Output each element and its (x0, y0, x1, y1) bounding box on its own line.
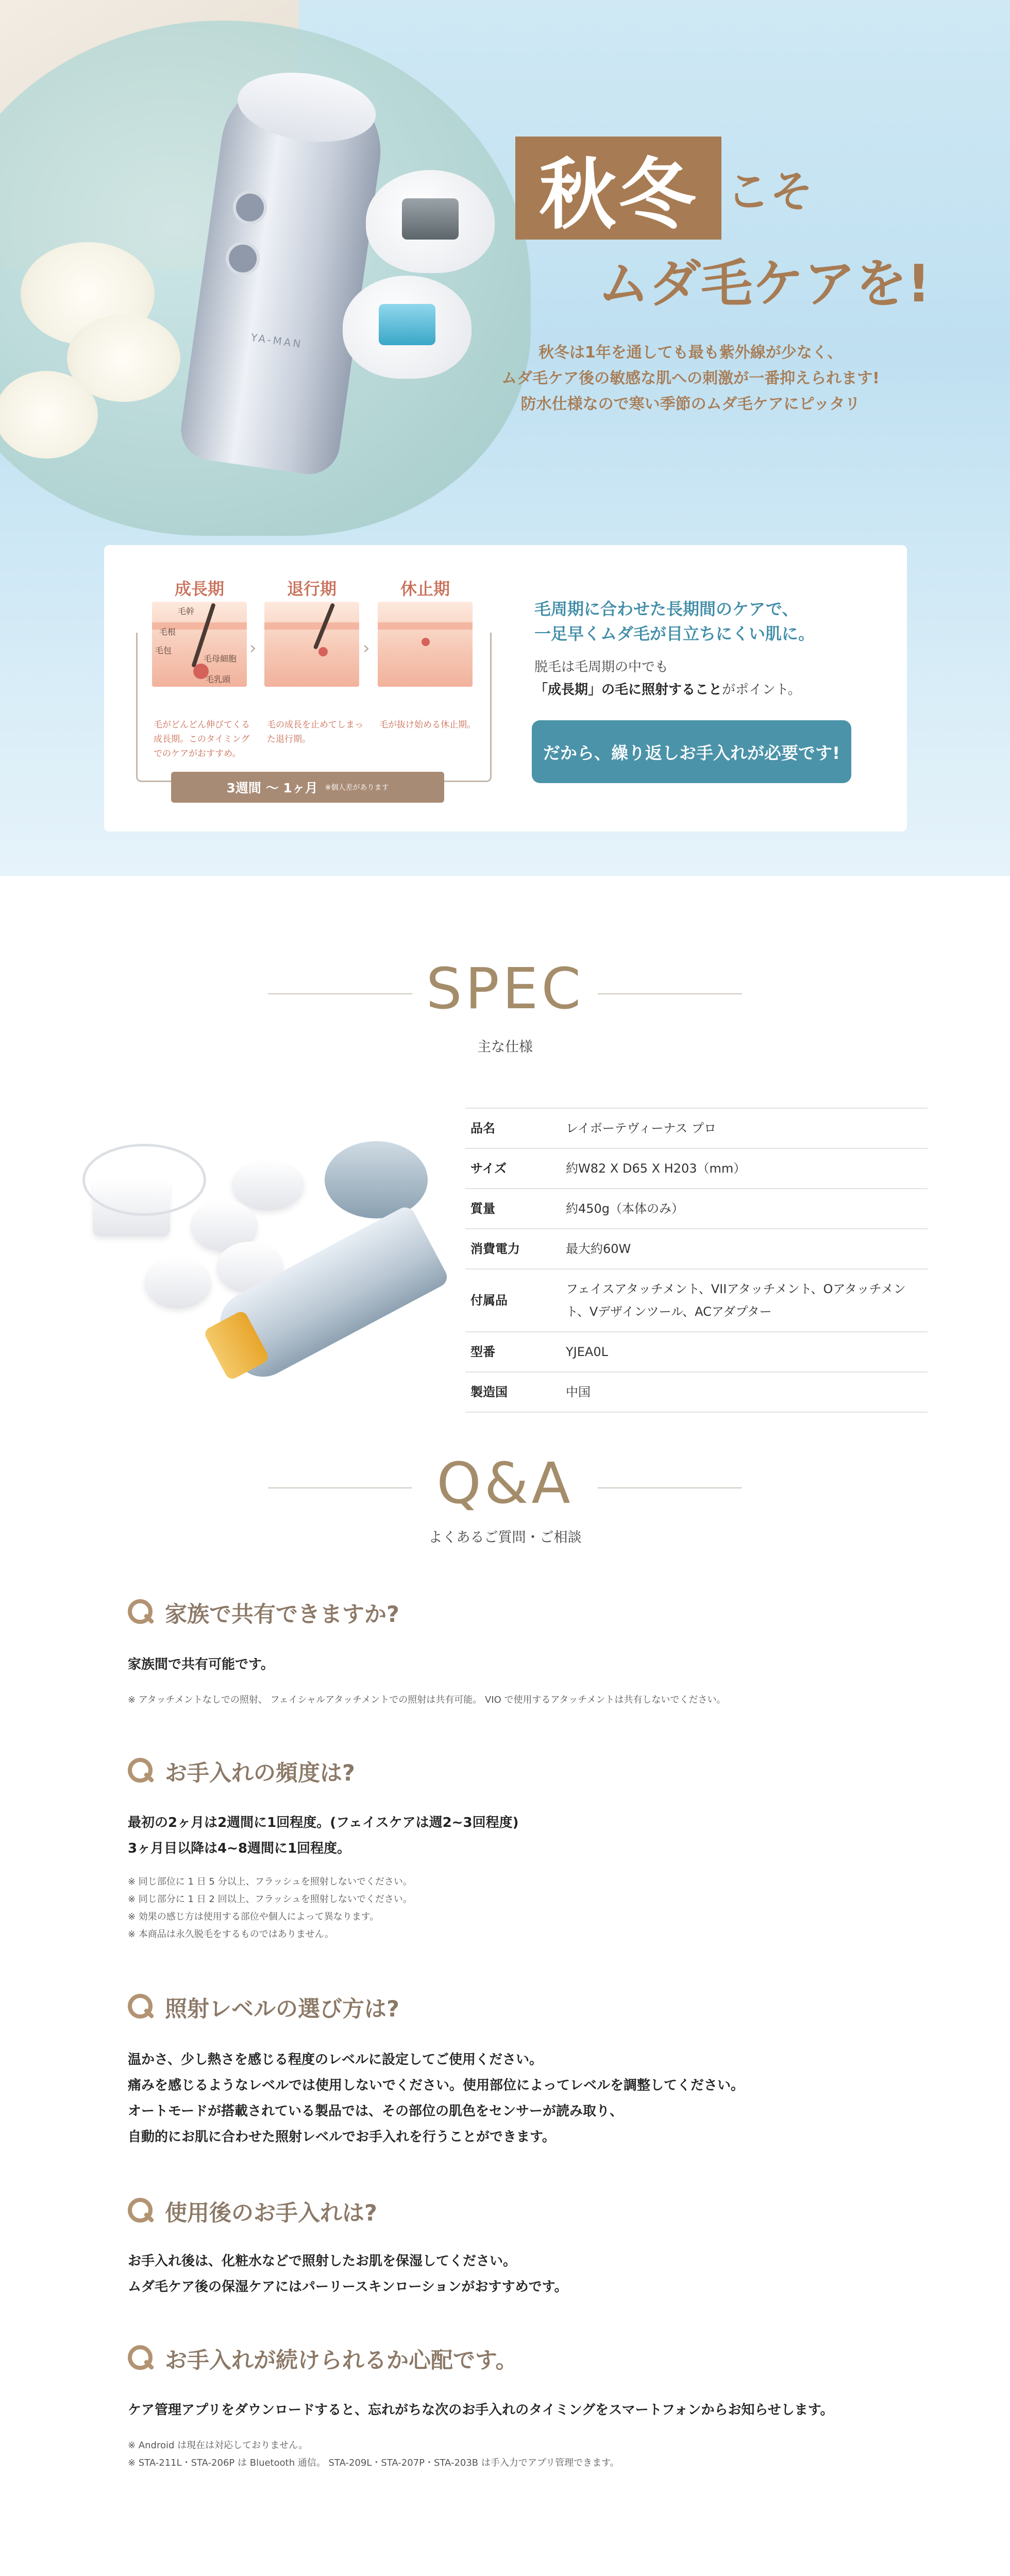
phase-title: 成長期 (174, 579, 224, 599)
spec-key: 製造国 (465, 1372, 561, 1412)
table-row (465, 1372, 928, 1412)
answer-text: 最初の2ヶ月は2週間に1回程度。(フェイスケアは週2~3回程度) (128, 1815, 519, 1831)
answer-text: 自動的にお肌に合わせた照射レベルでお手入れを行うことができます。 (128, 2129, 556, 2145)
question-heading (128, 1992, 399, 2023)
table-row (465, 1269, 928, 1332)
cycle-subtext (534, 656, 801, 701)
q-icon (128, 1599, 156, 1627)
skin-illustration (152, 602, 247, 687)
hero-copy-line: ムダ毛ケア後の敏感な肌への刺激が一番抑えられます! (501, 369, 880, 387)
answer-text: 温かさ、少し熱さを感じる程度のレベルに設定してご使用ください。 (128, 2052, 543, 2067)
skin-illustration (378, 602, 473, 687)
period-note: ※個人差があります (325, 784, 389, 792)
headline-line2: ムダ毛ケアを! (598, 253, 931, 314)
cycle-sub-line (534, 679, 801, 701)
answer-text: ムダ毛ケア後の保湿ケアにはパーリースキンローションがおすすめです。 (128, 2279, 568, 2295)
spec-value: レイボーテヴィーナス プロ (561, 1108, 928, 1148)
hero-copy (464, 340, 917, 417)
period-label: 3週間 〜 1ヶ月 (226, 781, 318, 795)
device-button (224, 239, 262, 278)
answer-note: ※ 同じ部分に 1 日 2 回以上、フラッシュを照射しないでください。 (128, 1894, 412, 1905)
table-row (465, 1332, 928, 1372)
spec-key: 付属品 (465, 1269, 561, 1332)
phase-title: 休止期 (400, 579, 450, 599)
attachment-image (343, 276, 472, 379)
table-row (465, 1108, 928, 1148)
skin-label: 毛根 (159, 627, 176, 637)
spec-value: 最大約60W (561, 1229, 928, 1269)
product-set-image (77, 1133, 438, 1391)
cycle-sub-line: 脱毛は毛周期の中でも (534, 659, 669, 675)
spec-subtitle: 主な仕様 (477, 1039, 533, 1055)
answer-note: ※ Android は現在は対応しておりません。 (128, 2440, 308, 2451)
answer-text: 痛みを感じるようなレベルでは使用しないでください。使用部位によってレベルを調整してください。 (128, 2078, 745, 2093)
answer-text: オートモードが搭載されている製品では、その部位の肌色をセンサーが読み取り、 (128, 2104, 623, 2119)
period-bar (171, 772, 444, 803)
answer-note: ※ STA-211L・STA-206P は Bluetooth 通信。 STA-209L・STA-207P・STA-203B は手入力でアプリ管理できます。 (128, 2458, 619, 2468)
phase-desc: 毛がどんどん伸びてくる成長期。このタイミングでのケアがおすすめ。 (154, 720, 250, 759)
question-text: 照射レベルの選び方は? (165, 1996, 399, 2022)
table-row (465, 1189, 928, 1229)
question-heading (128, 1756, 355, 1787)
device-cap-image (325, 1141, 428, 1218)
spec-key: 質量 (465, 1189, 561, 1229)
answer-text: ケア管理アプリをダウンロードすると、忘れがちな次のお手入れのタイミングをスマートフォンからお知らせします。 (128, 2402, 834, 2418)
skin-illustration (264, 602, 359, 687)
cycle-heading-line: 毛周期に合わせた長期間のケアで、 (534, 599, 799, 619)
device-brand: YA-MAN (250, 331, 304, 351)
table-row (465, 1148, 928, 1189)
answer-text: お手入れ後は、化粧水などで照射したお肌を保湿してください。 (128, 2253, 517, 2269)
cycle-heading (534, 597, 815, 646)
skin-label: 毛包 (155, 646, 172, 655)
spec-table (465, 1108, 928, 1413)
device-tip (203, 1310, 270, 1381)
answer-text: 家族間で共有可能です。 (128, 1657, 274, 1672)
attachment-image (366, 170, 495, 273)
hair-cycle-card (104, 545, 907, 832)
spec-key: 型番 (465, 1332, 561, 1372)
hero-copy-line: 防水仕様なので寒い季節のムダ毛ケアにピッタリ (520, 395, 861, 413)
phase-title: 退行期 (287, 579, 336, 599)
qa-title: Q&A (436, 1450, 574, 1516)
attachment-window (379, 304, 435, 345)
spec-title: SPEC (426, 956, 584, 1022)
attachment-window (402, 198, 459, 240)
q-icon (128, 2198, 156, 2226)
phase-desc: 毛の成長を止めてしまった退行期。 (267, 720, 363, 744)
answer-note: ※ 同じ部位に 1 日 5 分以上、フラッシュを照射しないでください。 (128, 1876, 412, 1887)
answer-note: ※ 本商品は永久脱毛をするものではありません。 (128, 1929, 334, 1940)
spec-key: 品名 (465, 1108, 561, 1148)
question-heading (128, 2196, 377, 2227)
cycle-sub-bold: 「成長期」の毛に照射すること (534, 682, 722, 698)
qa-subtitle: よくあるご質問・ご相談 (428, 1530, 582, 1546)
repeat-care-banner: だから、繰り返しお手入れが必要です! (532, 720, 851, 783)
question-text: お手入れの頻度は? (165, 1760, 355, 1786)
skin-label: 毛幹 (178, 606, 195, 616)
q-icon (128, 1758, 156, 1786)
spec-value: 約450g（本体のみ） (561, 1189, 928, 1229)
cable-image (82, 1144, 206, 1216)
table-row (465, 1229, 928, 1269)
answer-note: ※ アタッチメントなしでの照射、 フェイシャルアタッチメントでの照射は共有可能。 VIO で使用するアタッチメントは共有しないでください。 (128, 1694, 726, 1705)
answer-note: ※ 効果の感じ方は使用する部位や個人によって異なります。 (128, 1911, 379, 1922)
q-icon (128, 1994, 156, 2022)
spec-value: 約W82 X D65 X H203（mm） (561, 1148, 928, 1189)
phase-desc: 毛が抜け始める休止期。 (379, 720, 476, 730)
hero-copy-line: 秋冬は1年を通しても最も紫外線が少なく、 (538, 344, 843, 362)
device-button (231, 188, 270, 227)
spec-value: 中国 (561, 1372, 928, 1412)
question-text: お手入れが続けられるか心配です。 (165, 2348, 518, 2374)
question-heading (128, 1597, 399, 1629)
question-text: 家族で共有できますか? (165, 1602, 399, 1628)
spec-value: YJEA0L (561, 1332, 928, 1372)
spec-value: フェイスアタッチメント、VIIアタッチメント、Oアタッチメント、Vデザインツール、ACアダプター (561, 1269, 928, 1332)
attachment-image (144, 1257, 211, 1309)
skin-label: 毛母細胞 (204, 654, 237, 664)
cycle-sub-rest: がポイント。 (722, 682, 801, 698)
headline-box: 秋冬 (515, 137, 721, 240)
question-text: 使用後のお手入れは? (165, 2200, 377, 2226)
hero-section (0, 0, 1010, 876)
spec-key: 消費電力 (465, 1229, 561, 1269)
attachment-image (232, 1159, 304, 1211)
skin-label: 毛乳頭 (206, 674, 231, 684)
headline-koso: こそ (727, 166, 814, 217)
chevron-right-icon: › (363, 638, 370, 658)
q-icon (128, 2345, 156, 2373)
answer-text: 3ヶ月目以降は4~8週間に1回程度。 (128, 1841, 351, 1856)
question-heading (128, 2343, 518, 2375)
cycle-heading-line: 一足早くムダ毛が目立ちにくい肌に。 (534, 624, 815, 643)
spec-key: サイズ (465, 1148, 561, 1189)
chevron-right-icon: › (249, 638, 257, 658)
